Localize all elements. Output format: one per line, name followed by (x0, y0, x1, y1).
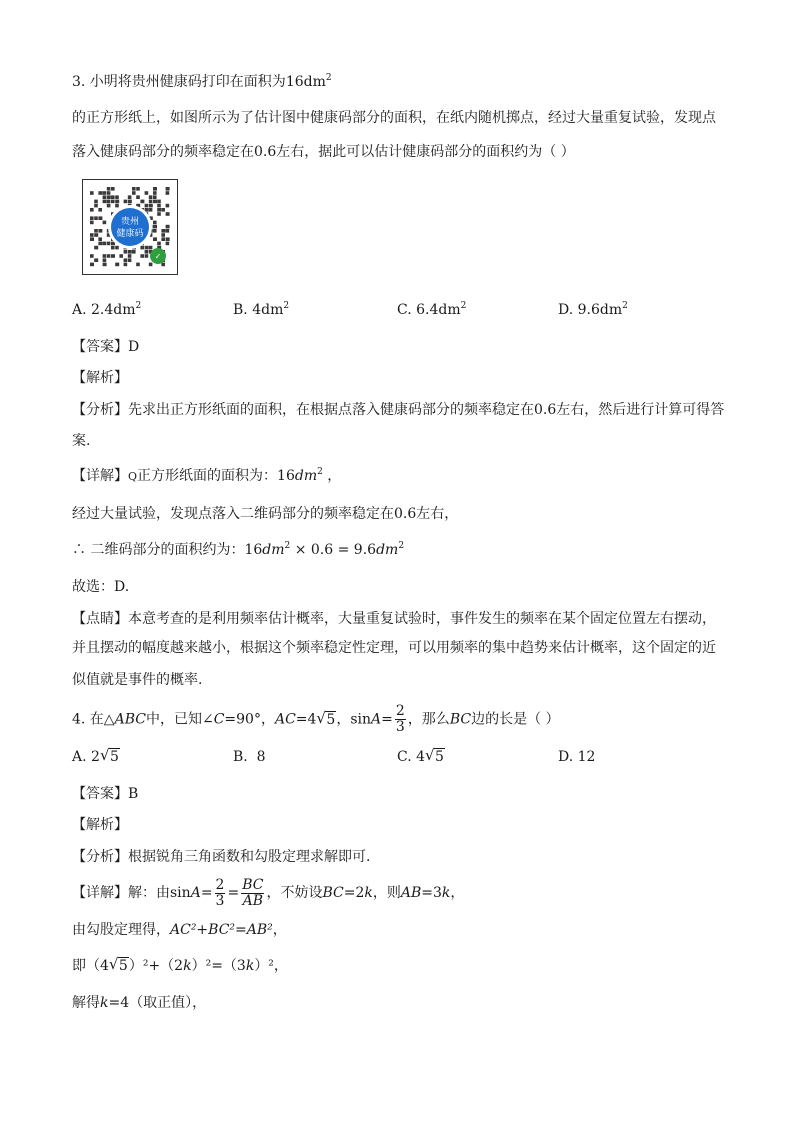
health-qr-code-image (82, 179, 178, 275)
qr-module (161, 208, 165, 212)
q3-answer-value: D (128, 339, 140, 355)
qr-module (115, 246, 119, 250)
qr-module (157, 200, 161, 204)
qr-module (94, 204, 98, 208)
qr-module (145, 204, 149, 208)
qr-module (115, 204, 119, 208)
qr-module (103, 191, 107, 195)
qr-module (124, 250, 128, 254)
qr-module (166, 242, 170, 246)
q4-option-a: A. 2 √ 5 (72, 746, 119, 765)
qr-module (128, 258, 132, 262)
q3-fenxi-line-2: 案. (72, 433, 91, 449)
qr-module (149, 195, 153, 199)
q4-fraction: $\frac{2}{3}$ (395, 703, 405, 735)
qr-module (111, 254, 115, 258)
qr-module (98, 208, 102, 212)
qr-module (157, 242, 161, 246)
qr-module (98, 237, 102, 241)
qr-module (153, 191, 157, 195)
qr-module (161, 237, 165, 241)
q4-detail-line-4: 解得k=4（取正值）， (72, 995, 207, 1011)
qr-module (153, 187, 157, 191)
qr-module (90, 233, 94, 237)
qr-module (157, 204, 161, 208)
q3-detail-line-3: ∴ 二维码部分的面积约为：$16dm^2 \times 0.6 = 9.6dm^2$ (72, 541, 405, 558)
q3-option-c: C. $6.4dm^2$ (397, 301, 467, 318)
q3-detail-line-2: 经过大量试验，发现点落入二维码部分的频率稳定在0.6左右， (72, 506, 459, 522)
q3-answer (72, 337, 139, 357)
qr-module (103, 263, 107, 267)
q3-dianjing-line-2: 并且摆动的幅度越来越小，根据这个频率稳定性定理，可以用频率的集中趋势来估计概率，这个固定的近 (72, 640, 716, 656)
q4-fenxi: 【分析】根据锐角三角函数和勾股定理求解即可. (72, 849, 371, 865)
q4-option-d: D. 12 (558, 749, 596, 765)
qr-module (94, 200, 98, 204)
qr-module (111, 187, 115, 191)
qr-module (107, 204, 111, 208)
q3-area-unit: dm (303, 74, 326, 90)
qr-module (98, 216, 102, 220)
q3-title (72, 72, 332, 92)
qr-module (124, 258, 128, 262)
qr-module (145, 208, 149, 212)
qr-module (98, 242, 102, 246)
qr-module (161, 263, 165, 267)
qr-module (166, 204, 170, 208)
qr-module (145, 191, 149, 195)
q4-detail-line-3: 即（4 √ 5）²+（2k）²=（3k）²， (72, 955, 288, 974)
qr-module (94, 233, 98, 237)
qr-module (149, 200, 153, 204)
qr-module (166, 225, 170, 229)
q3-fenxi-line-1: 【分析】先求出正方形纸面的面积，在根据点落入健康码部分的频率稳定在0.6左右，然后进行计算可得答 (72, 402, 725, 418)
qr-module (140, 246, 144, 250)
q3-option-d: D. $9.6dm^2$ (558, 301, 628, 318)
qr-module (111, 195, 115, 199)
qr-module (149, 246, 153, 250)
qr-module (119, 254, 123, 258)
qr-module (103, 200, 107, 204)
svg-text:✓: ✓ (154, 252, 162, 261)
qr-module (128, 254, 132, 258)
q3-option-a: A. $2.4dm^2$ (72, 301, 142, 318)
sqrt-symbol: √ 5 (316, 708, 336, 728)
q3-option-b: B. $4dm^2$ (233, 301, 290, 318)
qr-module (153, 200, 157, 204)
qr-module (107, 195, 111, 199)
qr-module (90, 221, 94, 225)
qr-module (107, 187, 111, 191)
qr-module (107, 254, 111, 258)
qr-module (166, 191, 170, 195)
qr-module (145, 250, 149, 254)
qr-module (90, 208, 94, 212)
answer-tag: 【答案】 (72, 339, 128, 355)
qr-module (124, 263, 128, 267)
qr-module (153, 237, 157, 241)
qr-label-2: 健康码 (116, 229, 144, 239)
qr-module (157, 212, 161, 216)
qr-module (140, 254, 144, 258)
q4-option-c: C. 4 √ 5 (397, 746, 444, 765)
q3-dianjing-line-1: 【点睛】本意考查的是利用频率估计概率，大量重复试验时，事件发生的频率在某个固定位置左右摆动， (72, 611, 716, 627)
qr-module (111, 246, 115, 250)
qr-module (103, 242, 107, 246)
qr-module (153, 229, 157, 233)
qr-module (103, 258, 107, 262)
qr-module (90, 263, 94, 267)
q3-detail-line-1: 【详解】Q正方形纸面的面积为：$16dm^2$ ， (72, 467, 342, 484)
qr-module (161, 233, 165, 237)
qr-module (136, 263, 140, 267)
qr-module (136, 195, 140, 199)
q4-detail-line-2: 由勾股定理得，AC²+BC²=AB²， (72, 922, 287, 938)
qr-module (166, 229, 170, 233)
q4-title: 4. 在△ABC中，已知∠C=90°，AC=4 √ 5，sinA= $\frac{2}{3}$ ，那么BC边的长是（ ） (72, 703, 560, 735)
qr-module (94, 246, 98, 250)
q4-option-b: B. 8 (233, 749, 266, 765)
qr-module (98, 229, 102, 233)
qr-module (136, 187, 140, 191)
q3-area-exp: 2 (325, 73, 332, 83)
qr-module (153, 225, 157, 229)
qr-module (90, 216, 94, 220)
qr-module (103, 254, 107, 258)
qr-module (153, 195, 157, 199)
qr-module (149, 208, 153, 212)
qr-module (153, 221, 157, 225)
qr-module (132, 250, 136, 254)
q3-area-value: 16 (285, 74, 304, 90)
qr-module (140, 200, 144, 204)
qr-module (145, 246, 149, 250)
qr-module (115, 263, 119, 267)
qr-module (128, 200, 132, 204)
qr-label-1: 贵州 (120, 217, 140, 227)
q3-body-line-2: 落入健康码部分的频率稳定在0.6左右，据此可以估计健康码部分的面积约为（ ） (72, 144, 575, 160)
qr-module (128, 250, 132, 254)
qr-module (149, 204, 153, 208)
qr-module (111, 200, 115, 204)
qr-module (157, 208, 161, 212)
qr-module (115, 200, 119, 204)
qr-module (94, 258, 98, 262)
qr-module (98, 191, 102, 195)
qr-module (115, 195, 119, 199)
qr-module (90, 254, 94, 258)
qr-module (107, 200, 111, 204)
q4-answer-value: B (128, 786, 139, 802)
q3-body-line-1: 的正方形纸上，如图所示为了估计图中健康码部分的面积，在纸内随机掷点，经过大量重复试验，发现点 (72, 110, 716, 126)
qr-module (124, 200, 128, 204)
qr-module (166, 212, 170, 216)
qr-module (90, 237, 94, 241)
qr-module (132, 187, 136, 191)
q3-choose: 故选：D. (72, 579, 130, 595)
qr-module (166, 237, 170, 241)
qr-module (103, 221, 107, 225)
qr-module (107, 242, 111, 246)
q3-title-text: 3. 小明将贵州健康码打印在面积为 (72, 74, 286, 90)
qr-module (94, 216, 98, 220)
q3-analysis-tag: 【解析】 (72, 370, 128, 386)
qr-module (149, 263, 153, 267)
qr-module (128, 195, 132, 199)
qr-module (166, 187, 170, 191)
qr-module (94, 229, 98, 233)
qr-module (90, 191, 94, 195)
q4-answer: 【答案】B (72, 786, 139, 802)
qr-module (103, 195, 107, 199)
q3-dianjing-line-3: 似值就是事件的概率. (72, 672, 203, 688)
q4-analysis-tag: 【解析】 (72, 817, 128, 833)
qr-module (107, 191, 111, 195)
qr-module (161, 229, 165, 233)
qr-module (132, 191, 136, 195)
q4-detail-line-1: 【详解】解：由sinA= $\frac{2}{3}$ = $\frac{BC}{AB}$ ，不妨设BC=2k，则AB=3k， (72, 876, 465, 909)
qr-module (145, 254, 149, 258)
